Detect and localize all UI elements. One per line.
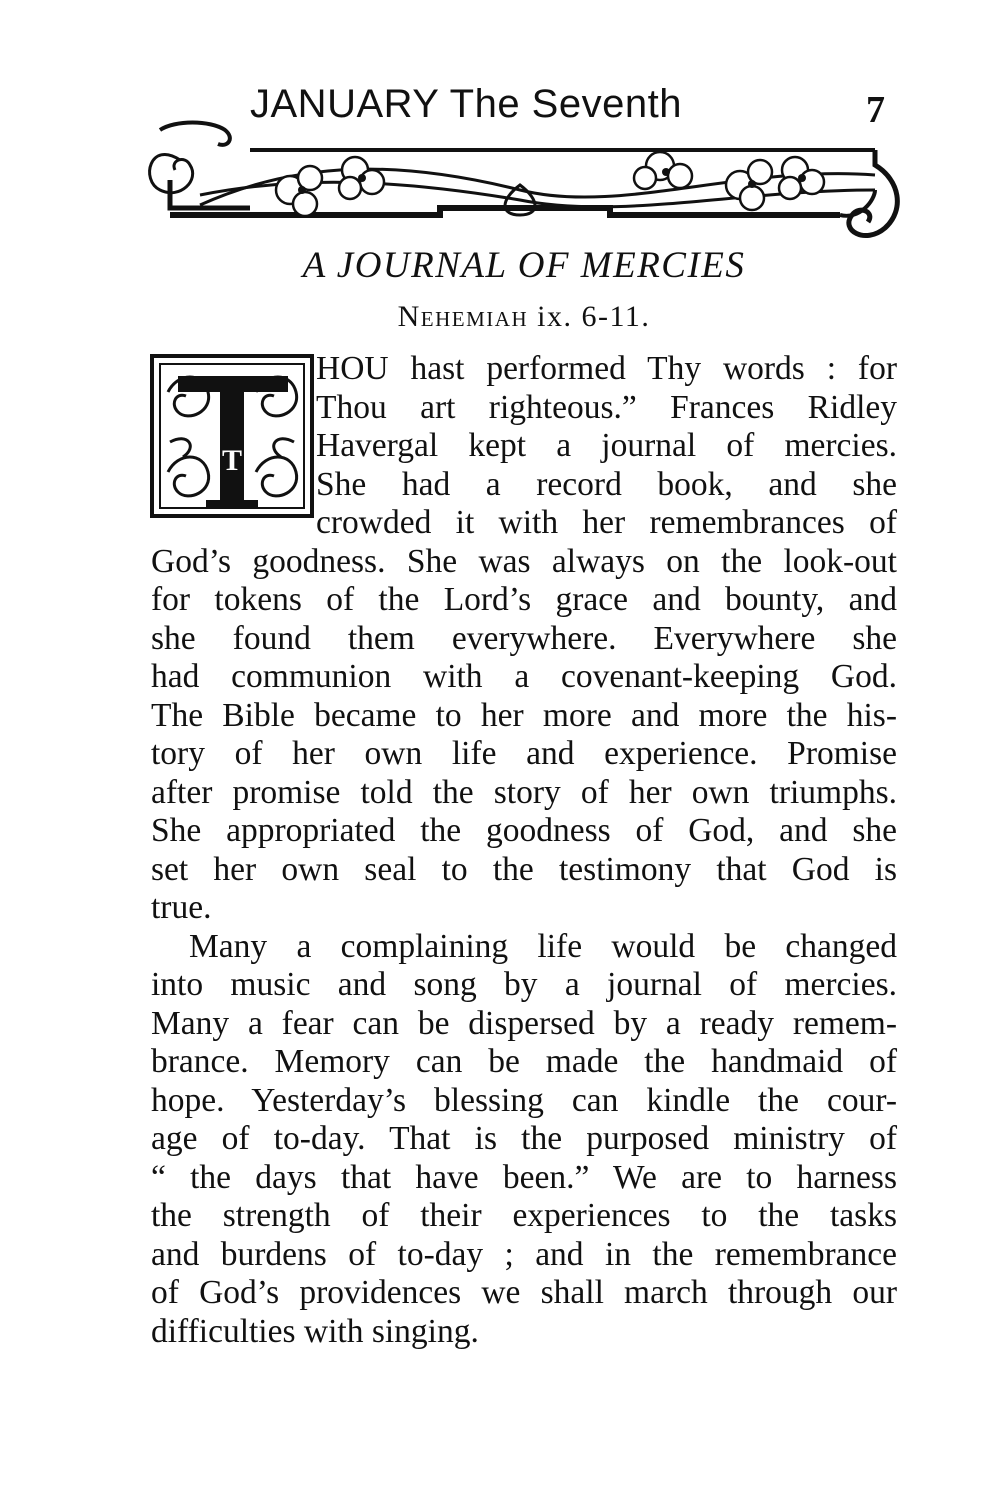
scripture-reference: [0, 300, 1000, 334]
text-line: Many a complaining life would be changed: [189, 927, 897, 965]
text-line: true.: [151, 889, 212, 926]
text-line: age of to-day. That is the purposed ministry of: [151, 1120, 897, 1157]
text-line: for tokens of the Lord’s grace and bounty, and: [151, 581, 897, 618]
dropcap-letter: T: [221, 444, 243, 477]
text-line: she found them everywhere. Everywhere she: [151, 619, 897, 657]
paragraph-2: [151, 928, 897, 1352]
text-line: HOU hast performed Thy words : for: [316, 350, 897, 387]
article-body: [151, 350, 897, 1351]
text-line: brance. Memory can be made the handmaid of: [151, 1043, 897, 1080]
floral-vine-ornament-icon: [140, 120, 910, 250]
text-line: and burdens of to-day ; and in the remembrance: [151, 1235, 897, 1273]
text-line: crowded it with her remembrances of: [316, 504, 897, 541]
text-line: tory of her own life and experience. Promise: [151, 735, 897, 772]
reference-book: Nehemiah: [397, 300, 529, 333]
article-title: A JOURNAL OF MERCIES: [302, 245, 746, 286]
paragraph-1: [151, 350, 897, 928]
text-line: of God’s providences we shall march through our: [151, 1274, 897, 1311]
running-head: JANUARY The Seventh: [250, 82, 682, 126]
text-line: The Bible became to her more and more the his-: [151, 696, 897, 734]
text-line: God’s goodness. She was always on the look-out: [151, 542, 897, 580]
text-line: set her own seal to the testimony that God is: [151, 850, 897, 888]
text-line: “ the days that have been.” We are to harness: [151, 1158, 897, 1196]
text-line: She had a record book, and she: [316, 465, 897, 503]
text-line: Many a fear can be dispersed by a ready remem-: [151, 1004, 897, 1042]
text-line: Thou art righteous.” Frances Ridley: [316, 388, 897, 426]
text-line: the strength of their experiences to the tasks: [151, 1197, 897, 1234]
reference-verses: ix. 6-11.: [537, 300, 651, 333]
text-line: Havergal kept a journal of mercies.: [316, 427, 897, 464]
text-line: had communion with a covenant-keeping God.: [151, 658, 897, 695]
page-number: 7: [866, 89, 885, 131]
text-line: difficulties with singing.: [151, 1312, 479, 1350]
text-line: She appropriated the goodness of God, and she: [151, 812, 897, 849]
text-line: hope. Yesterday’s blessing can kindle the cour-: [151, 1081, 897, 1119]
text-line: after promise told the story of her own triumphs.: [151, 773, 897, 811]
text-line: into music and song by a journal of mercies.: [151, 966, 897, 1003]
